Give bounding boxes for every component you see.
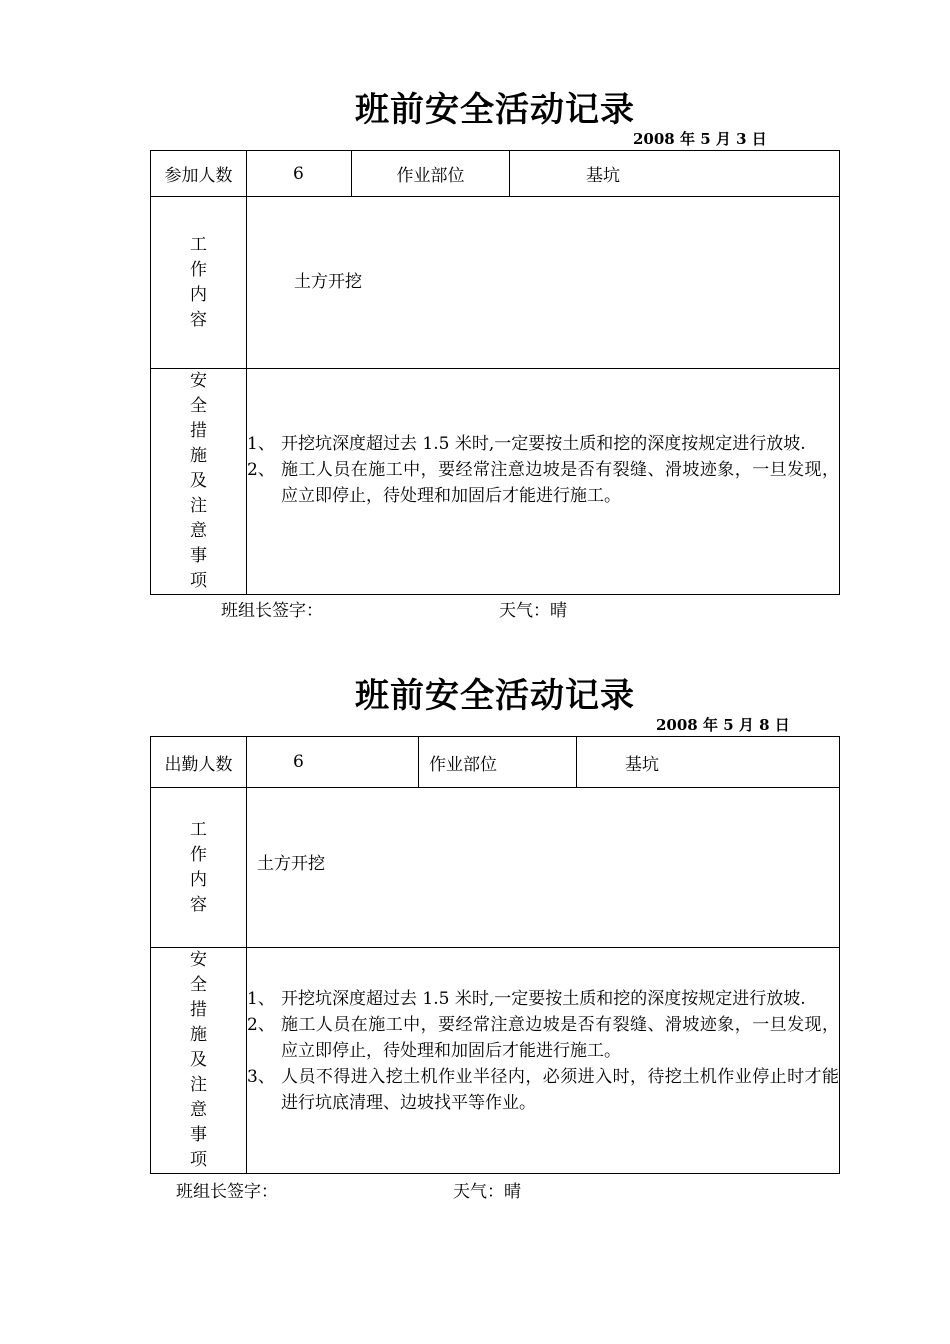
measure-item: 3、 人员不得进入挖土机作业半径内，必须进入时，待挖土机作业停止时才能进行坑底清理、边坡找平等作业。 (247, 1067, 839, 1113)
location-value: 基坑 (577, 737, 840, 788)
safety-measures-list (247, 948, 840, 1174)
attendance-value: 6 (247, 151, 352, 197)
attendance-label: 参加人数 (151, 151, 247, 197)
attendance-label: 出勤人数 (151, 737, 247, 788)
location-value: 基坑 (510, 151, 840, 197)
leader-signature-label: 班组长签字： (221, 601, 323, 621)
work-content-label: 工 作 内 容 (151, 788, 247, 948)
record-date: 2008 年 5 月 3 日 (633, 130, 767, 148)
record-title: 班前安全活动记录 (355, 90, 635, 130)
location-label: 作业部位 (419, 737, 577, 788)
work-content-label: 工 作 内 容 (151, 197, 247, 369)
measure-item: 1、 开挖坑深度超过去 1.5 米时,一定要按土质和挖的深度按规定进行放坡. (247, 989, 806, 1009)
safety-measures-label: 安 全 措 施 及 注 意 事 项 (151, 948, 247, 1174)
weather-label: 天气：晴 (499, 601, 567, 621)
measure-item: 2、 施工人员在施工中，要经常注意边坡是否有裂缝、滑坡迹象，一旦发现，应立即停止，待处理和加固后才能进行施工。 (247, 1015, 839, 1061)
record-table (150, 736, 840, 1174)
record-title: 班前安全活动记录 (355, 676, 635, 716)
safety-measures-label: 安 全 措 施 及 注 意 事 项 (151, 369, 247, 595)
measure-item: 2、 施工人员在施工中，要经常注意边坡是否有裂缝、滑坡迹象，一旦发现，应立即停止，待处理和加固后才能进行施工。 (247, 460, 839, 506)
record-table (150, 150, 840, 595)
work-content-value: 土方开挖 (247, 197, 840, 369)
weather-label: 天气：晴 (453, 1182, 521, 1202)
leader-signature-label: 班组长签字： (176, 1182, 278, 1202)
measure-item: 1、 开挖坑深度超过去 1.5 米时,一定要按土质和挖的深度按规定进行放坡. (247, 434, 806, 454)
attendance-value: 6 (247, 737, 419, 788)
work-content-value: 土方开挖 (247, 788, 840, 948)
record-date: 2008 年 5 月 8 日 (656, 716, 790, 734)
safety-measures-list (247, 369, 840, 595)
location-label: 作业部位 (352, 151, 510, 197)
